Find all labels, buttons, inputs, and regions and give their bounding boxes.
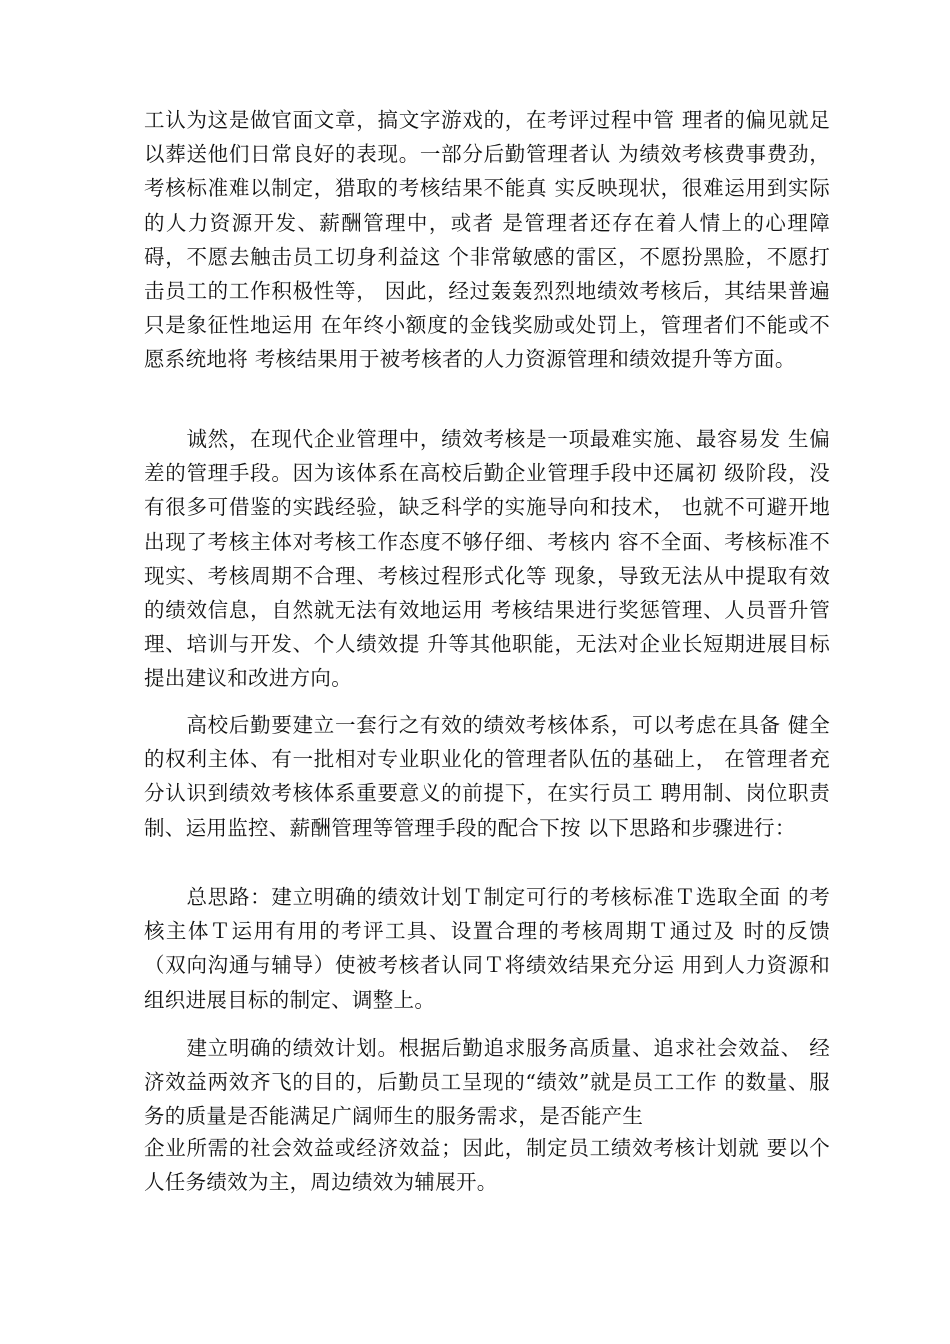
paragraph-4: 总思路：建立明确的绩效计划Ｔ制定可行的考核标准Ｔ选取全面 的考核主体Ｔ运用有用的考评工具、设置合理的考核周期Ｔ通过及 时的反馈（双向沟通与辅导）使被考核者认同Ｔ将绩效结果充分运 用到人力资源和组织进展目标的制定、调整上。: [144, 885, 830, 1012]
paragraph-3: 高校后勤要建立一套行之有效的绩效考核体系，可以考虑在具备 健全的权利主体、有一批相对专业职业化的管理者队伍的基础上， 在管理者充分认识到绩效考核体系重要意义的前提下，在实行员工 聘用制、岗位职责制、运用监控、薪酬管理等管理手段的配合下按 以下思路和步骤进行：: [144, 713, 830, 840]
paragraph-5: 建立明确的绩效计划。根据后勤追求服务高质量、追求社会效益、 经济效益两效齐飞的目的，后勤员工呈现的“绩效”就是员工工作 的数量、服务的质量是否能满足广阔师生的服务需求，是否能产生: [144, 1036, 830, 1129]
paragraph-6: 企业所需的社会效益或经济效益；因此，制定员工绩效考核计划就 要以个人任务绩效为主，周边绩效为辅展开。: [144, 1136, 830, 1195]
paragraph-2: 诚然，在现代企业管理中，绩效考核是一项最难实施、最容易发 生偏差的管理手段。因为该体系在高校后勤企业管理手段中还属初 级阶段，没有很多可借鉴的实践经验，缺乏科学的实施导向和技术， 也就不可避开地出现了考核主体对考核工作态度不够仔细、考核内 容不全面、考核标准不现实、考核周期不合理、考核过程形式化等 现象，导致无法从中提取有效的绩效信息，自然就无法有效地运用 考核结果进行奖惩管理、人员晋升管理、培训与开发、个人绩效提 升等其他职能，无法对企业长短期进展目标提出建议和改进方向。: [144, 427, 830, 691]
paragraph-1: 工认为这是做官面文章，搞文字游戏的，在考评过程中管 理者的偏见就足以葬送他们日常良好的表现。一部分后勤管理者认 为绩效考核费事费劲，考核标准难以制定，猎取的考核结果不能真 实反映现状，很难运用到实际的人力资源开发、薪酬管理中，或者 是管理者还存在着人情上的心理障碍，不愿去触击员工切身利益这 个非常敏感的雷区，不愿扮黑脸，不愿打击员工的工作积极性等， 因此，经过轰轰烈烈地绩效考核后，其结果普遍只是象征性地运用 在年终小额度的金钱奖励或处罚上，管理者们不能或不愿系统地将 考核结果用于被考核者的人力资源管理和绩效提升等方面。: [144, 108, 830, 372]
